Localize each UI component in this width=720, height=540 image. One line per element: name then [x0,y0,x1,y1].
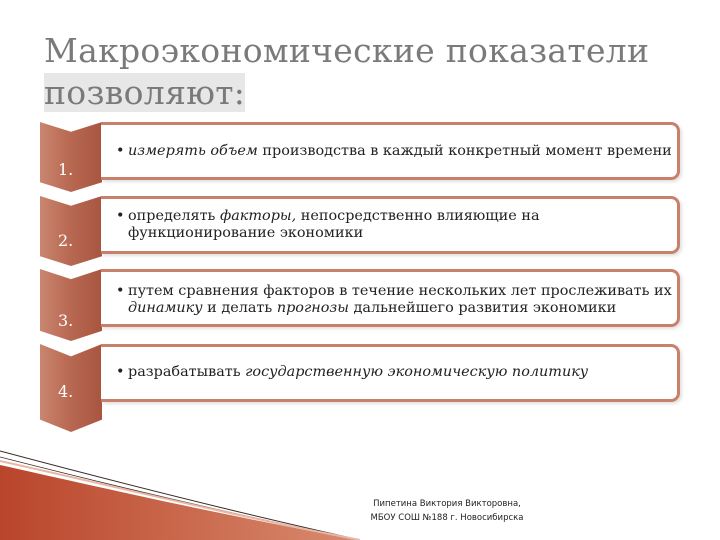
item-number-4: 4. [58,382,74,401]
title-line-1: Макроэкономические показатели [44,31,650,70]
bullet-3: • [116,283,125,299]
item-2-segment-3: непосредственно влияющие на функционирование экономики [128,208,540,241]
item-text-3 [128,283,678,317]
list-item-4 [116,364,678,381]
item-text-2 [128,208,678,242]
item-3-segment-1: путем сравнения факторов в течение нескольких лет прослеживать их [128,283,672,299]
item-2-segment-2: факторы, [219,208,297,224]
item-3-segment-4: прогнозы [276,300,349,316]
item-1-segment-2: производства в каждый конкретный момент времени [257,143,672,159]
corner-decoration [0,445,360,540]
item-number-3: 3. [58,311,74,330]
number-chevron-1 [40,122,102,192]
item-4-segment-1: разрабатывать [128,364,246,380]
item-text-4 [128,364,678,381]
item-1-segment-1: измерять объем [128,143,258,159]
item-2-segment-1: определять [128,208,220,224]
bullet-1: • [116,143,125,159]
list-item-2 [116,208,678,242]
footer-line-1: Пипетина Виктория Викторовна, [373,499,521,509]
item-4-segment-2: государственную экономическую политику [245,364,589,380]
slide-title [44,30,704,114]
bullet-2: • [116,208,125,224]
item-number-2: 2. [58,231,74,250]
item-number-1: 1. [58,160,74,179]
item-text-1 [128,143,678,160]
title-line-2: позволяют: [44,73,246,112]
item-3-segment-5: дальнейшего развития экономики [348,300,617,316]
item-3-segment-2: динамику [128,300,203,316]
list-item-1 [116,143,678,160]
number-chevron-3 [40,269,102,341]
bullet-4: • [116,364,125,380]
author-footer [352,497,542,525]
item-3-segment-3: и делать [202,300,277,316]
list-item-3 [116,283,678,317]
footer-line-2: МБОУ СОШ №188 г. Новосибирска [370,513,524,523]
